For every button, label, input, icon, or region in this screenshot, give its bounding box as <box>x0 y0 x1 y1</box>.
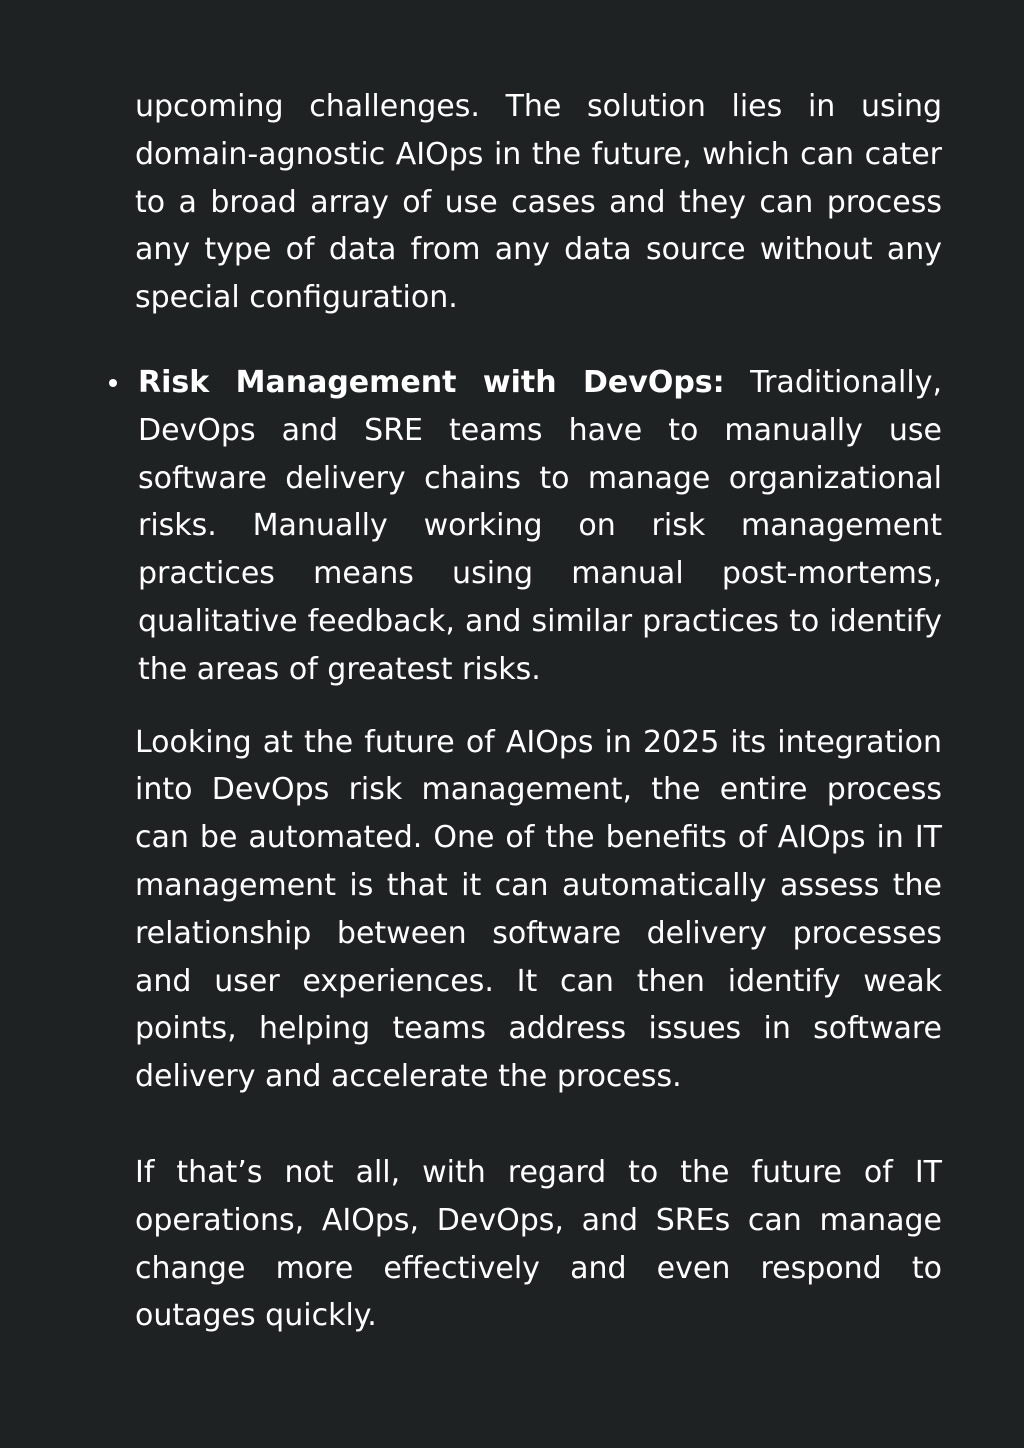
bullet-paragraph <box>138 359 942 694</box>
bullet-item-risk-management <box>135 359 942 694</box>
paragraph-future-aiops: Looking at the future of AIOps in 2025 its integration into DevOps risk management, the entire process can be automated. One of the benefits of AIOps in IT management is that it can automatically assess the relationship between software delivery processes and user experiences. It can then identify weak points, helping teams address issues in software delivery and accelerate the process. <box>135 724 942 1095</box>
intro-paragraph: upcoming challenges. The solution lies in using domain-agnostic AIOps in the future, which can cater to a broad array of use cases and they can process any type of data from any data source without any special configuration. <box>135 89 942 316</box>
bullet-dot-icon <box>109 379 117 387</box>
paragraph-it-operations: If that’s not all, with regard to the future of IT operations, AIOps, DevOps, and SREs can manage change more effectively and even respond to outages quickly. <box>135 1154 942 1334</box>
bullet-text: Traditionally, DevOps and SRE teams have to manually use software delivery chains to manage organizational risks. Manually working on risk management practices means using manual post-mortems, qualitative feedback, and similar practices to identify the areas of greatest risks. <box>138 364 943 687</box>
bullet-heading: Risk Management with DevOps: <box>138 364 725 400</box>
document-page <box>135 83 942 1340</box>
